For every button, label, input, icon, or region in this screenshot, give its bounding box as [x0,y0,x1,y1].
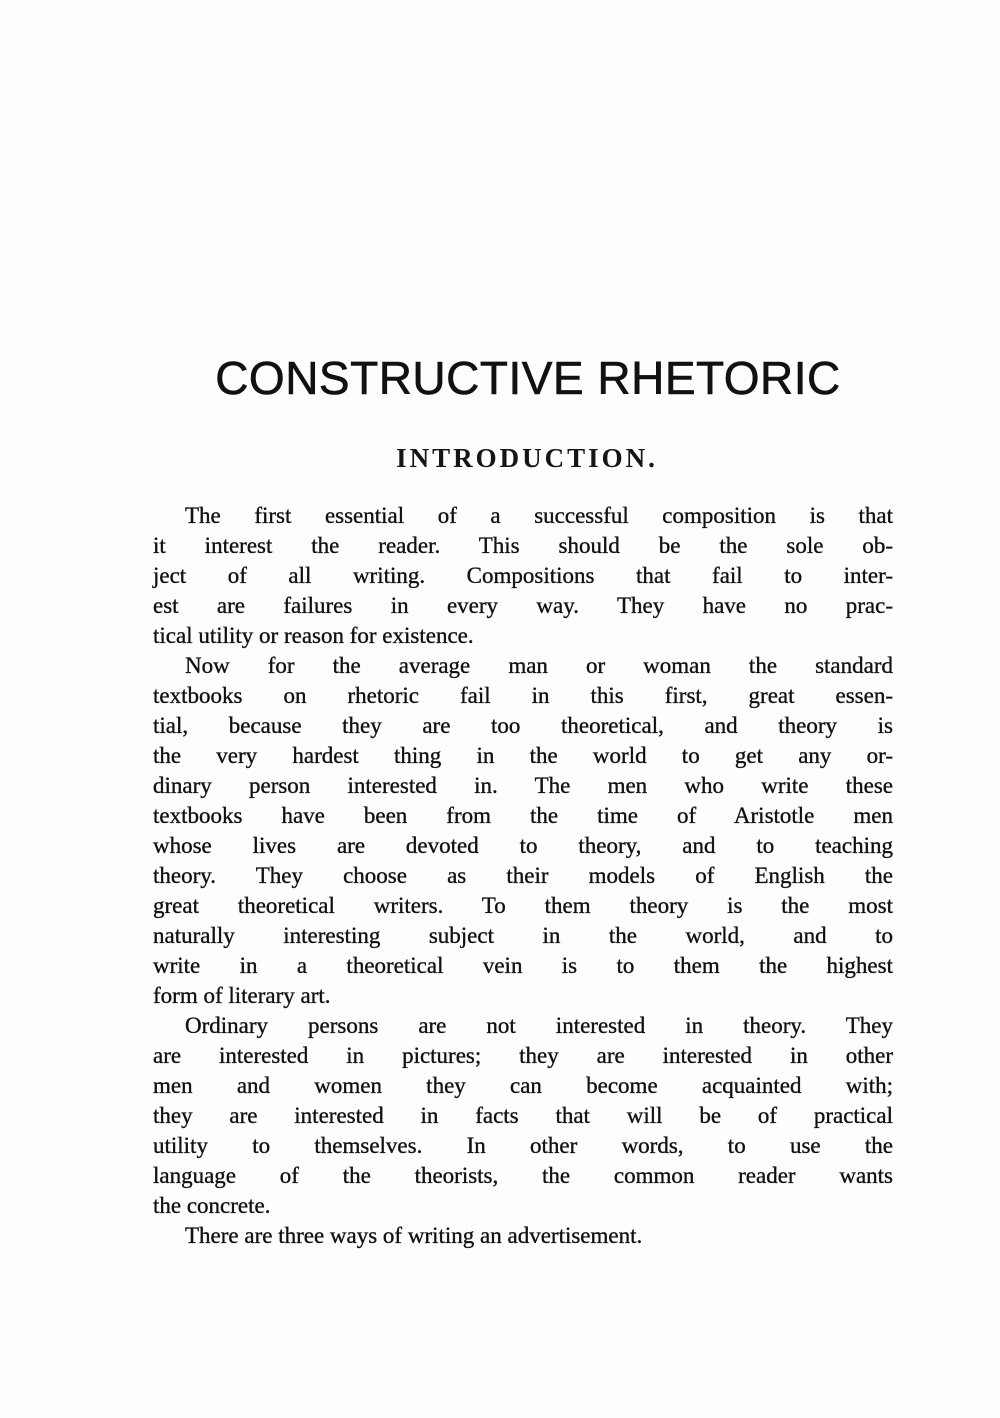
text-line: tical utility or reason for existence. [153,623,474,648]
text-line: great theoretical writers. To them theory is the most [153,893,893,918]
text-line: whose lives are devoted to theory, and to teaching [153,833,893,858]
text-line: tial, because they are too theoretical, and theory is [153,713,893,738]
text-line: are interested in pictures; they are interested in other [153,1043,893,1068]
text-line: ject of all writing. Compositions that fail to inter- [153,563,893,588]
text-line: language of the theorists, the common reader wants [153,1163,893,1188]
text-line: The first essential of a successful composition is that [185,503,893,528]
body-text [153,501,893,1251]
text-line: the concrete. [153,1193,271,1218]
page-title: CONSTRUCTIVE RHETORIC [215,352,841,404]
text-line: form of literary art. [153,983,331,1008]
text-line: they are interested in facts that will be of practical [153,1103,893,1128]
text-line: textbooks have been from the time of Aristotle men [153,803,893,828]
text-line: it interest the reader. This should be the sole ob- [153,533,893,558]
paragraph-1 [153,501,893,651]
section-heading: INTRODUCTION. [396,443,658,473]
text-line: naturally interesting subject in the world, and to [153,923,893,948]
text-line: the very hardest thing in the world to get any or- [153,743,893,768]
text-line: theory. They choose as their models of English the [153,863,893,888]
paragraph-2 [153,651,893,1011]
text-line: est are failures in every way. They have no prac- [153,593,893,618]
text-line: textbooks on rhetoric fail in this first, great essen- [153,683,893,708]
text-line: Ordinary persons are not interested in theory. They [185,1013,893,1038]
text-line: dinary person interested in. The men who write these [153,773,893,798]
paragraph-4 [153,1221,893,1251]
text-line: Now for the average man or woman the standard [185,653,893,678]
text-line: There are three ways of writing an advertisement. [185,1223,643,1248]
text-line: write in a theoretical vein is to them the highest [153,953,893,978]
paragraph-3 [153,1011,893,1221]
text-line: men and women they can become acquainted with; [153,1073,893,1098]
text-line: utility to themselves. In other words, to use the [153,1133,893,1158]
